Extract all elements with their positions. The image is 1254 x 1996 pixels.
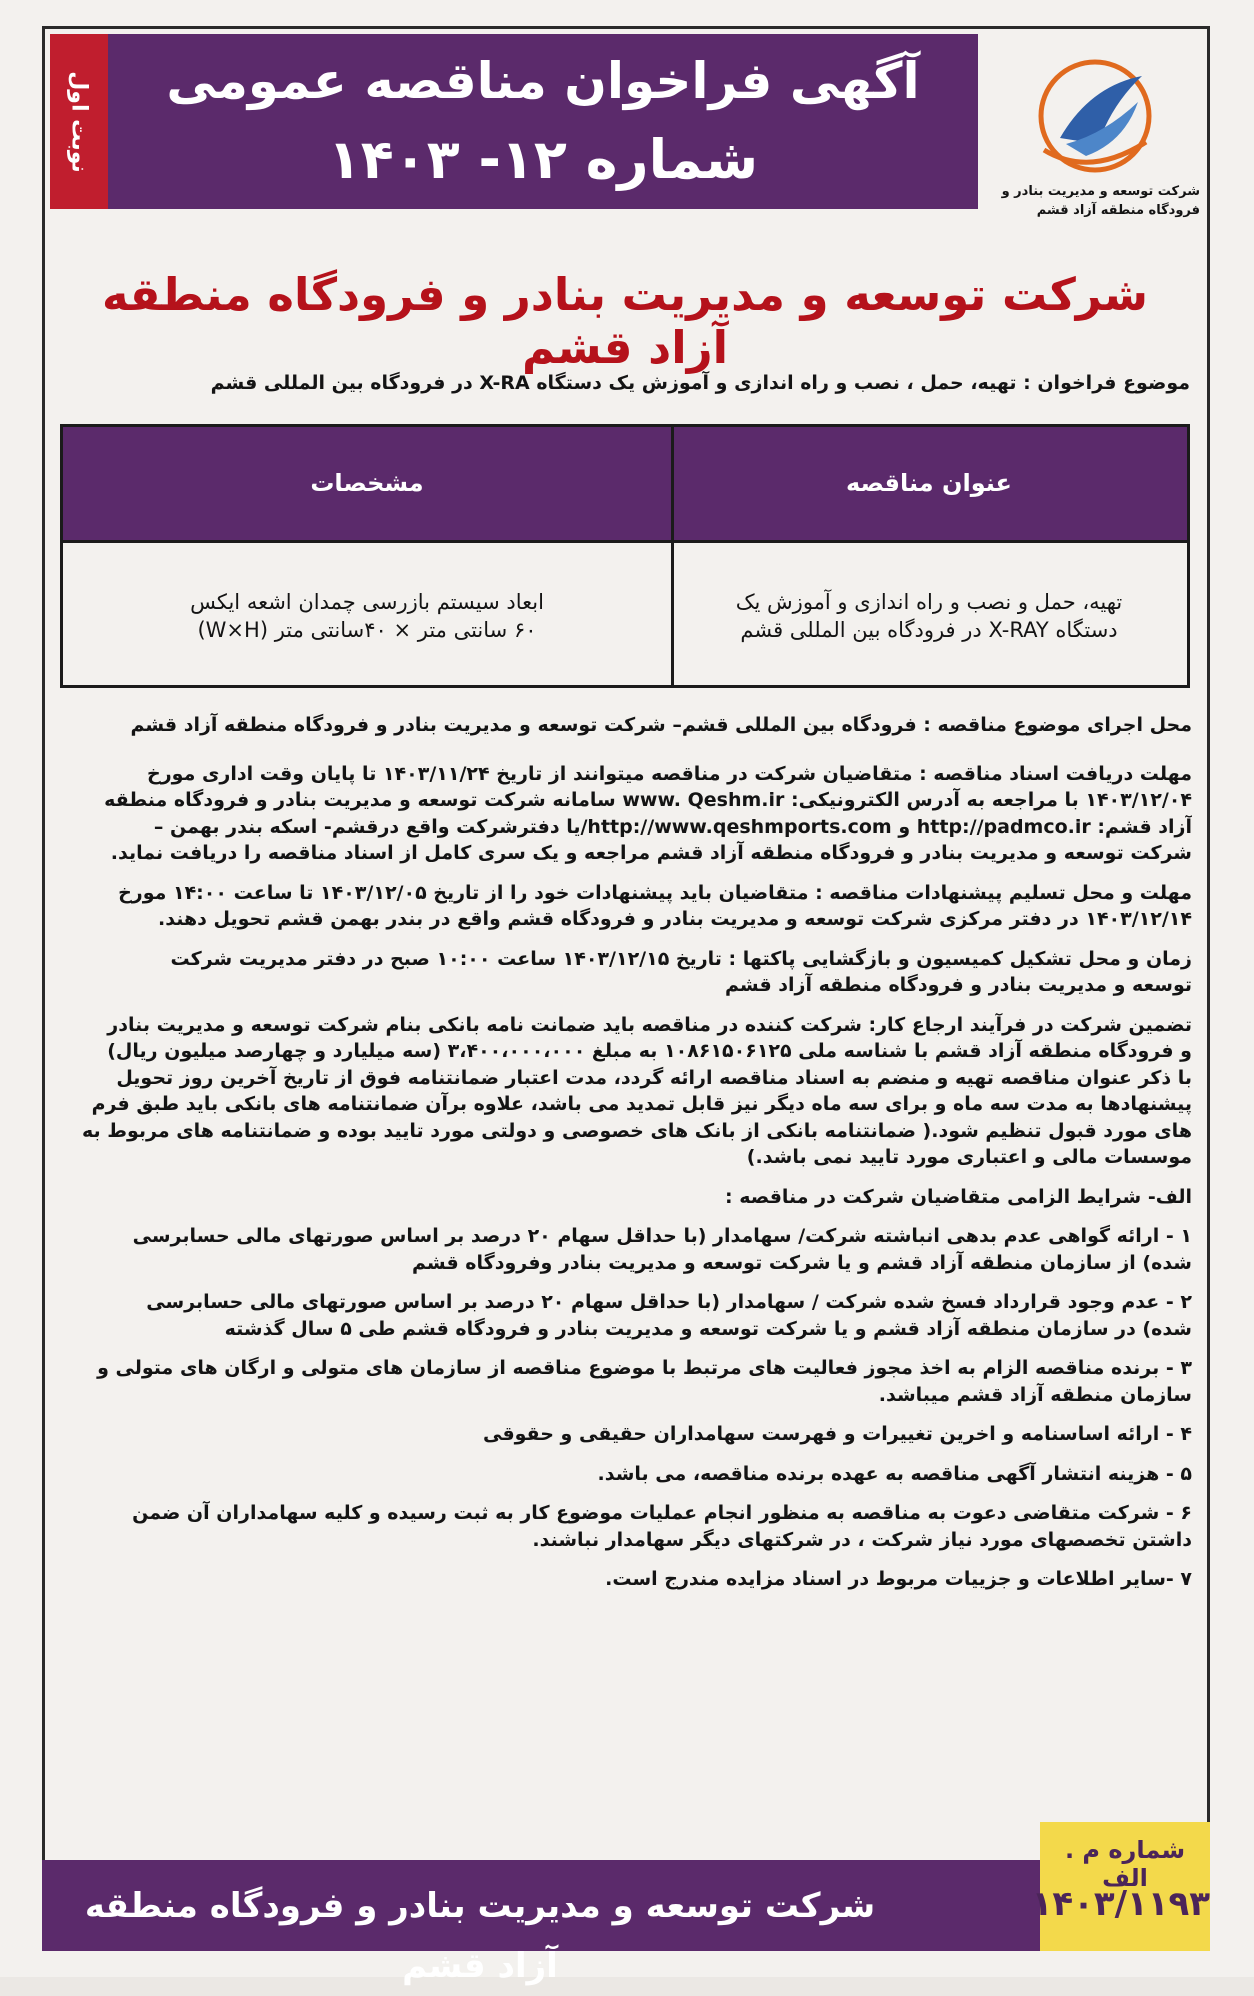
table-cell-title [671,547,1187,685]
notice-paragraph [60,946,1192,999]
paragraph-line: مهلت دریافت اسناد مناقصه : متقاضیان شرکت در مناقصه میتوانند از تاریخ ۱۴۰۳/۱۱/۲۴ تا پایان وقت اداری مورخ [147,762,1192,785]
paragraph-line: ۴ - ارائه اساسنامه و اخرین تغییرات و فهرست سهامداران حقیقی و حقوقی [482,1423,1192,1445]
notice-paragraph [60,1289,1192,1342]
tender-subject: موضوع فراخوان : تهیه، حمل ، نصب و راه اندازی و آموزش یک دستگاه X-RA در فرودگاه بین المللی قشم [210,372,1190,394]
paragraph-line: توسعه و مدیریت بنادر و فرودگاه منطقه آزاد قشم [724,974,1192,996]
paragraph-line: شده) در سازمان منطقه آزاد قشم و یا شرکت توسعه و مدیریت بنادر و فرودگاه قشم طی ۵ سال گذشته [224,1317,1192,1340]
paragraph-line: آزاد قشم: http://padmco.ir و http://www.qeshmports.com/یا دفترشرکت واقع درقشم- اسکه بندر بهمن – [153,815,1192,838]
paragraph-line: ۵ - هزینه انتشار آگهی مناقصه به عهده برنده مناقصه، می باشد. [597,1462,1192,1485]
logo-caption-line: فرودگاه منطقه آزاد قشم [1036,203,1200,218]
paragraph-line: زمان و محل تشکیل کمیسیون و بازگشایی پاکتها : تاریخ ۱۴۰۳/۱۲/۱۵ ساعت ۱۰:۰۰ صبح در دفتر مدیریت شرکت [170,947,1192,970]
ad-number-label: شماره م . الف [1064,1836,1186,1892]
paragraph-line: شرکت توسعه و مدیریت بنادر و فرودگاه منطقه آزاد قشم مراجعه و یک سری کامل از اسناد مناقصه را دریافت نماید. [110,842,1192,864]
cell-line: ۶۰ سانتی متر × ۴۰سانتی متر (W×H) [197,618,537,642]
logo-caption-line: شرکت توسعه و مدیریت بنادر و [1001,184,1200,199]
round-badge [50,34,108,209]
table-cell-specs [63,547,671,685]
notice-number: شماره ۱۲- ۱۴۰۳ [327,128,759,191]
notice-paragraph [60,712,1192,739]
paragraph-line: تضمین شرکت در فرآیند ارجاع کار: شرکت کننده در مناقصه باید ضمانت نامه بانکی بنام شرکت توسعه و مدیریت بنادر [107,1013,1192,1036]
paragraph-line: ۳ - برنده مناقصه الزام به اخذ مجوز فعالیت های مرتبط با موضوع مناقصه از سازمان های متولی و ارگان های متولی و [97,1357,1192,1379]
paragraph-line: داشتن تخصصهای مورد نیاز شرکت ، در شرکتهای دیگر سهامدار نباشند. [532,1528,1192,1551]
notice-body [60,712,1192,1606]
paragraph-line: مهلت و محل تسلیم پیشنهادات مناقصه : متقاضیان باید پیشنهادات خود را از تاریخ ۱۴۰۳/۱۲/۰۵ تا ساعت ۱۴:۰۰ مورخ [118,881,1192,904]
paragraph-line: الف- شرایط الزامی متقاضیان شرکت در مناقصه : [724,1185,1192,1208]
logo-caption [990,182,1200,220]
paragraph-line: و فرودگاه منطقه آزاد قشم با شناسه ملی ۱۰۸۶۱۵۰۶۱۲۵ به مبلغ ۳،۴۰۰،۰۰۰،۰۰۰ (سه میلیارد و چهارصد میلیون ریال) [107,1040,1192,1062]
notice-paragraph [60,1461,1192,1488]
cell-line: دستگاه X-RAY در فرودگاه بین المللی قشم [740,618,1118,642]
ad-number-value: ۱۴۰۳/۱۱۹۳ [1031,1884,1210,1924]
column-header-specs: مشخصات [310,469,424,497]
paragraph-line: با ذکر عنوان مناقصه تهیه و منضم به اسناد مناقصه ارائه گردد، مدت اعتبار ضمانتنامه فوق از تاریخ آخرین روز تحویل [116,1066,1192,1089]
notice-paragraph [60,761,1192,867]
notice-title: آگهی فراخوان مناقصه عمومی [166,52,920,110]
paragraph-line: سازمان منطقه آزاد قشم میباشد. [878,1383,1192,1406]
cell-line: تهیه، حمل و نصب و راه اندازی و آموزش یک [735,590,1123,614]
cell-line: ابعاد سیستم بازرسی چمدان اشعه ایکس [190,590,544,614]
company-logo-icon [1020,46,1170,196]
paragraph-line: محل اجرای موضوع مناقصه : فرودگاه بین المللی قشم– شرکت توسعه و مدیریت بنادر و فرودگاه منطقه آزاد قشم [130,714,1192,736]
company-title: شرکت توسعه و مدیریت بنادر و فرودگاه منطقه آزاد قشم [101,268,1149,374]
notice-paragraph [60,1184,1192,1211]
tender-table [60,424,1190,688]
paragraph-line: ۲ - عدم وجود قرارداد فسخ شده شرکت / سهامدار (با حداقل سهام ۲۰ درصد بر اساس صورتهای مالی حسابرسی [146,1291,1192,1313]
notice-paragraph [60,1012,1192,1171]
notice-paragraph [60,1223,1192,1276]
paragraph-line: پیشنهادها به مدت سه ماه و برای سه ماه دیگر نیز قابل تمدید می باشد، علاوه برآن ضمانتنامه های بانکی باید طبق فرم [91,1093,1192,1115]
column-header-title: عنوان مناقصه [846,469,1012,497]
ad-number-badge [1031,1822,1210,1951]
footer-company-name: شرکت توسعه و مدیریت بنادر و فرودگاه منطقه آزاد قشم [84,1886,876,1986]
notice-paragraph [60,880,1192,933]
round-label: نوبت اول [66,70,92,173]
notice-paragraph [60,1500,1192,1553]
paragraph-line: ۱ - ارائه گواهی عدم بدهی انباشته شرکت/ سهامدار (با حداقل سهام ۲۰ درصد بر اساس صورتهای مالی حسابرسی [132,1225,1192,1247]
notice-paragraph [60,1421,1192,1448]
notice-paragraph [60,1566,1192,1593]
paragraph-line: شده) از سازمان منطقه آزاد قشم و یا شرکت توسعه و مدیریت بنادر وفرودگاه قشم [412,1251,1192,1274]
paragraph-line: ۱۴۰۳/۱۲/۱۴ در دفتر مرکزی شرکت توسعه و مدیریت بنادر و فرودگاه قشم واقع در بندر بهمن قشم تحویل دهند. [158,908,1192,930]
paragraph-line: ۶ - شرکت متقاضی دعوت به مناقصه به منظور انجام عملیات موضوع کار به ثبت رسیده و کلیه سهامداران آن ضمن [132,1502,1192,1524]
paragraph-line: های مورد قبول تنظیم شود.( ضمانتنامه بانکی از بانک های خصوصی و دولتی مورد تایید بوده و ضمانتنامه های مربوط به [81,1119,1192,1142]
paragraph-line: ۱۴۰۳/۱۲/۰۴ با مراجعه به آدرس الکترونیکی: www. Qeshm.ir سامانه شرکت توسعه و مدیریت بنادر و فرودگاه منطقه [104,789,1192,811]
paragraph-line: ۷ -سایر اطلاعات و جزییات مربوط در اسناد مزایده مندرج است. [605,1568,1192,1590]
paragraph-line: موسسات مالی و اعتباری مورد تایید نمی باشد.) [746,1146,1192,1168]
notice-paragraph [60,1355,1192,1408]
